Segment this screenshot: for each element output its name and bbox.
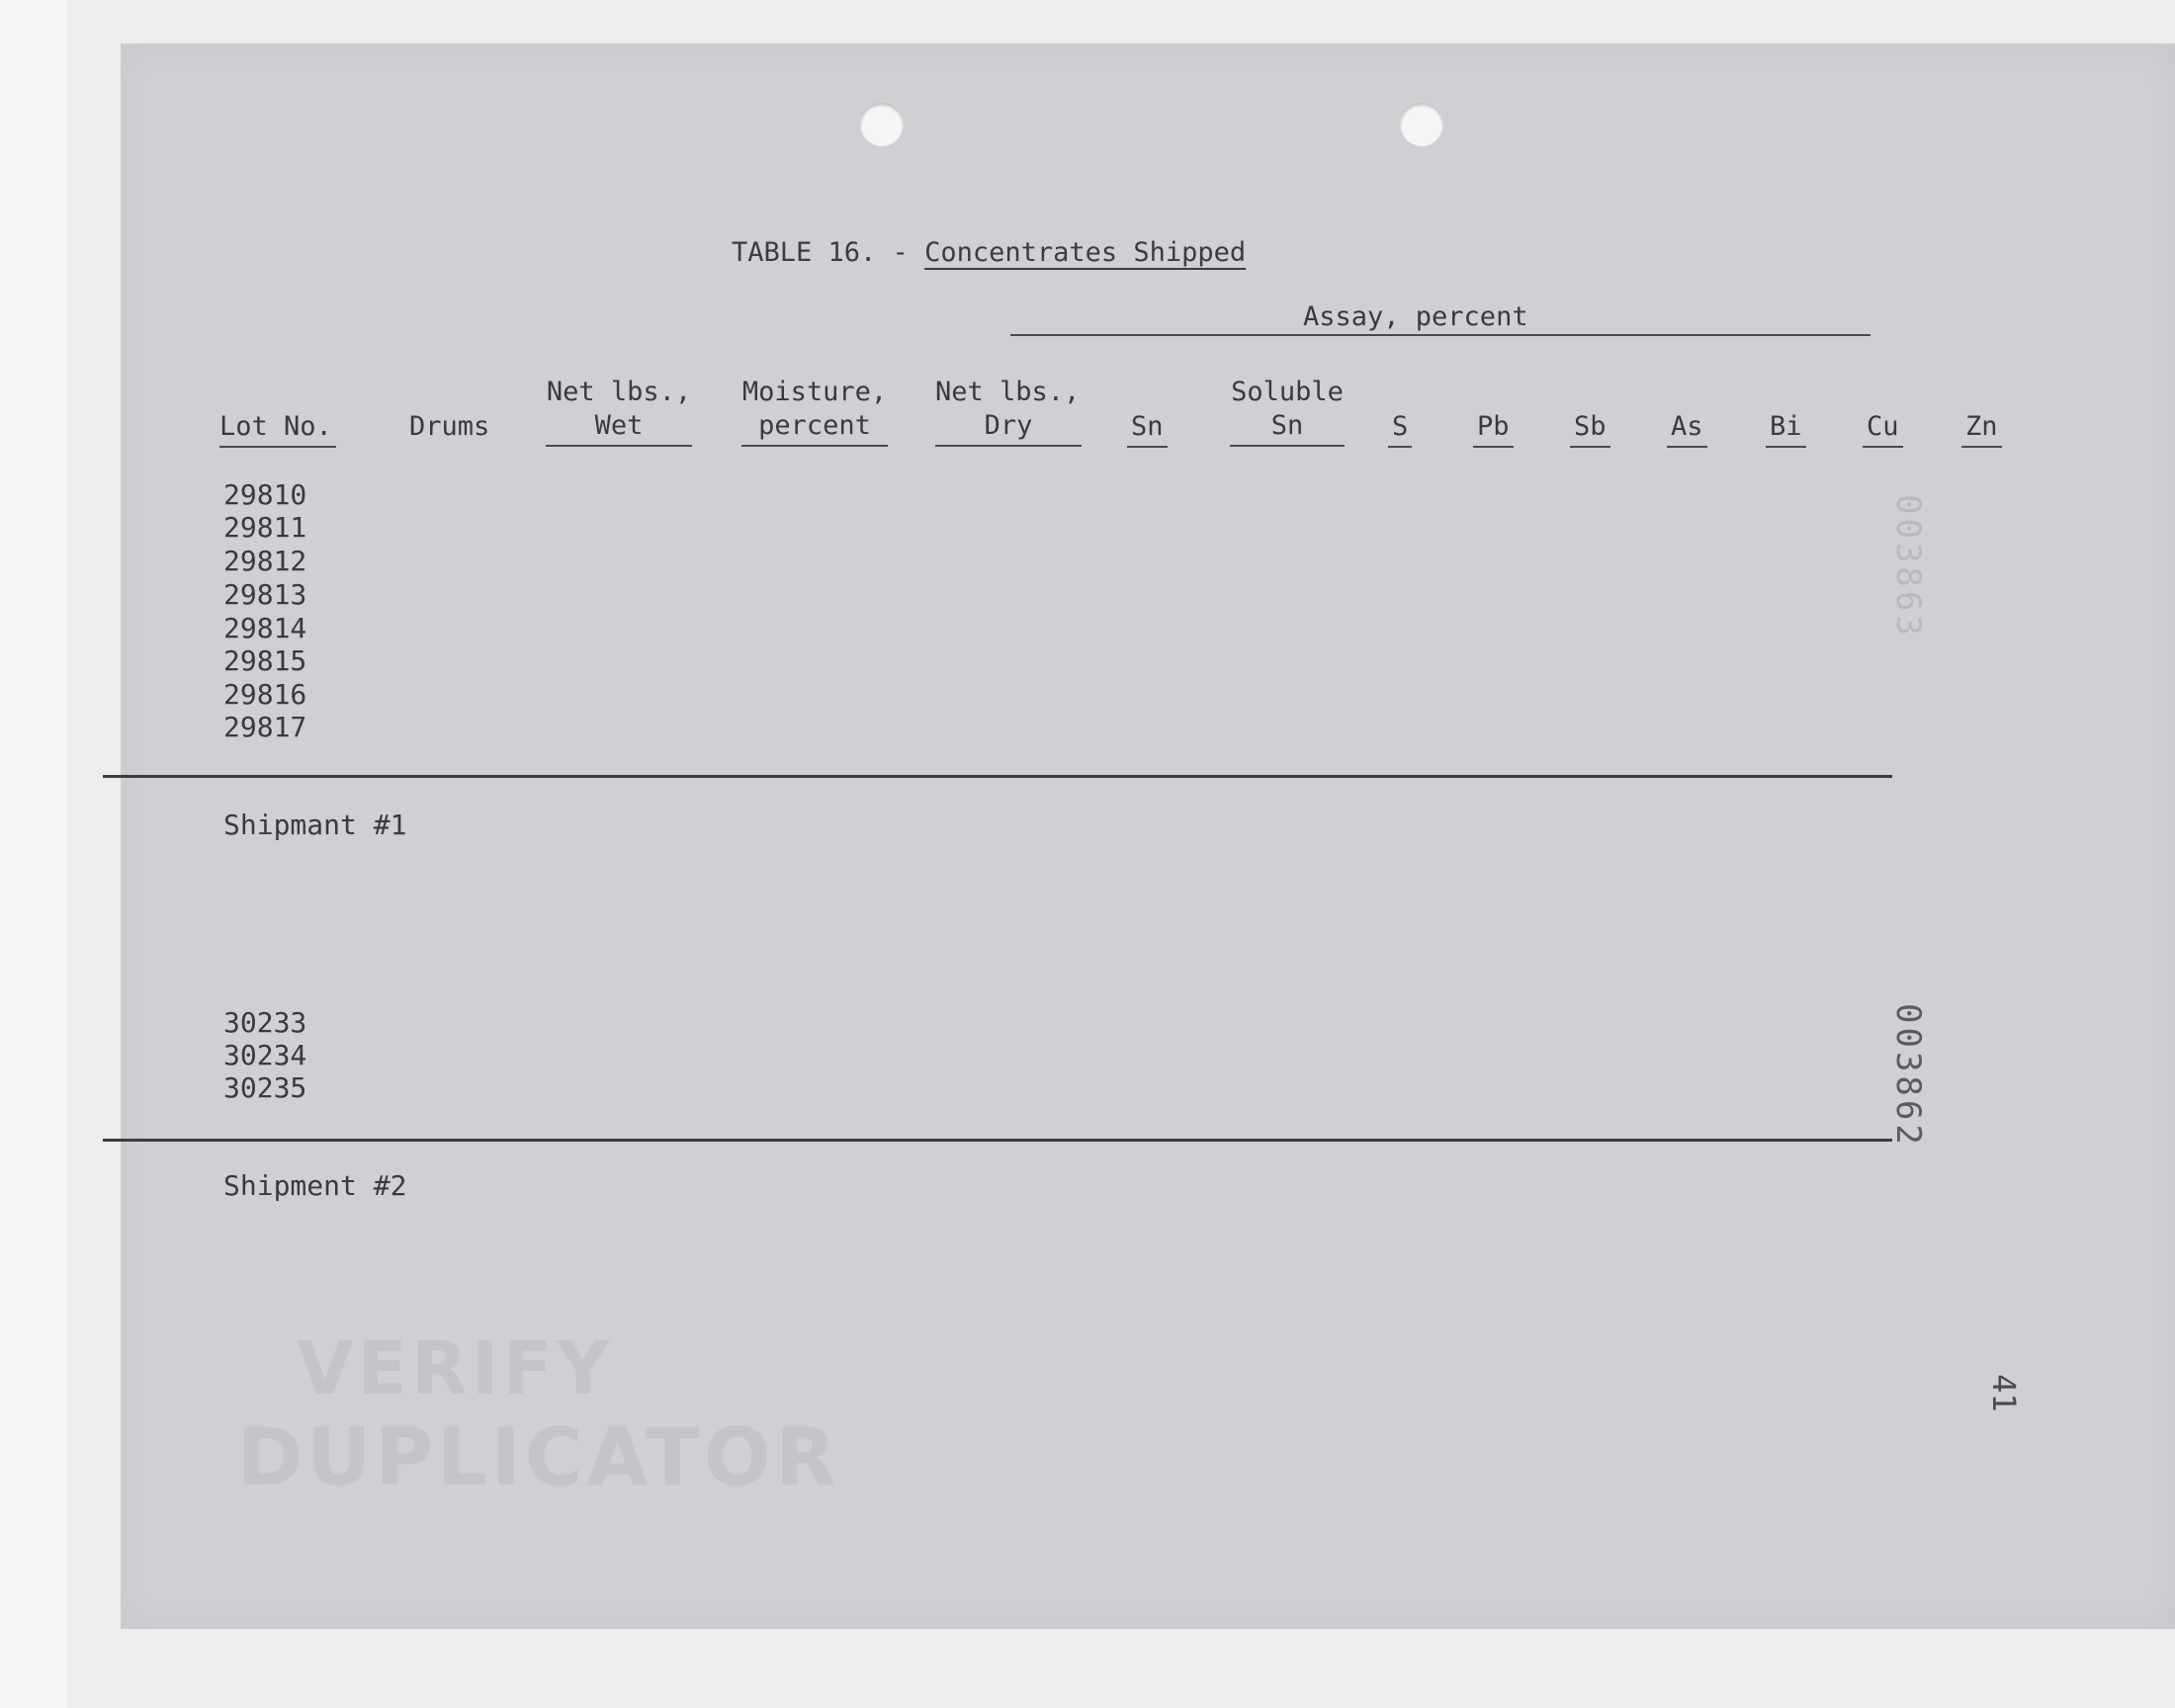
page-number: 41 [1985,1374,2023,1412]
doc-number: 003862 [1888,1003,1928,1149]
cell-lot: 30235 [223,1071,307,1104]
background-strip [0,0,67,1708]
watermark [237,1324,839,1502]
assay-group-rule [1010,334,1870,336]
watermark-line2: DUPLICATOR [237,1411,840,1503]
header-moisture: Moisture, percent [736,376,894,447]
header-pb: Pb [1473,410,1514,448]
assay-group-header: Assay, percent [1303,301,1528,332]
cell-lot: 29812 [223,545,307,577]
header-soluble-sn: Soluble Sn [1226,376,1348,447]
punch-hole-left [860,103,904,146]
cell-lot: 29811 [223,511,307,544]
cell-lot: 29813 [223,578,307,611]
table-title [732,237,1246,268]
header-as: As [1667,410,1707,448]
header-bi: Bi [1766,410,1806,448]
header-sb: Sb [1570,410,1610,448]
faint-doc-number: 003863 [1888,494,1928,640]
table-title-prefix: TABLE 16. - [732,237,925,268]
cell-lot: Shipmant #1 [223,809,407,841]
header-s: S [1388,410,1412,448]
cell-lot: 29810 [223,478,307,511]
punch-hole-right [1400,103,1443,146]
header-net-wet: Net lbs., Wet [540,376,698,447]
cell-lot: 29814 [223,612,307,644]
cell-lot: Shipment #2 [223,1169,407,1202]
cell-lot: 29816 [223,678,307,711]
shipment1-rule [103,775,1892,778]
header-cu: Cu [1863,410,1903,448]
cell-lot: 30234 [223,1039,307,1071]
cell-lot: 29817 [223,711,307,743]
shipment2-rule [103,1139,1892,1142]
header-zn: Zn [1961,410,2002,448]
header-net-dry: Net lbs., Dry [929,376,1088,447]
cell-lot: 30233 [223,1006,307,1039]
cell-lot: 29815 [223,644,307,677]
header-sn: Sn [1127,410,1168,448]
watermark-line1: VERIFY [297,1326,614,1411]
header-lot: Lot No. [219,410,336,448]
table-title-main: Concentrates Shipped [924,237,1247,268]
header-drums: Drums [409,411,490,442]
